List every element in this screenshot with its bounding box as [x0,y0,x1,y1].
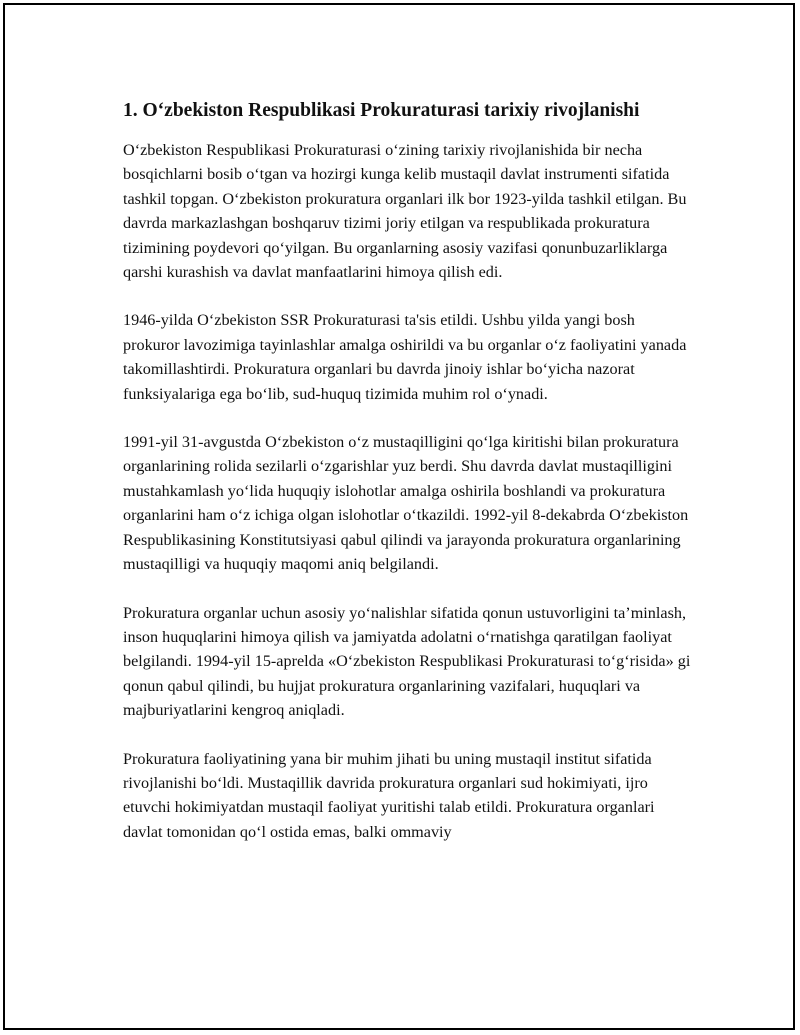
paragraph-4: Prokuratura organlar uchun asosiy yo‘nalishlar sifatida qonun ustuvorligini ta’minlash, inson huquqlarini himoya qilish va jamiyatda adolatni o‘rnatishga qaratilgan faoliyat belgilandi. 1994-yil 15-aprelda «O‘zbekiston Respublikasi Prokuraturasi to‘g‘risida» gi qonun qabul qilindi, bu hujjat prokuratura organlarining vazifalari, huquqlari va majburiyatlarini kengroq aniqladi. [123,603,691,720]
document-title: 1. O‘zbekiston Respublikasi Prokuraturasi tarixiy rivojlanishi [123,100,640,121]
document-body [123,98,693,868]
paragraph-2: 1946-yilda O‘zbekiston SSR Prokuraturasi ta'sis etildi. Ushbu yilda yangi bosh prokuror lavozimiga tayinlashlar amalga oshirildi va bu organlar o‘z faoliyatini yanada takomillashtirdi. Prokuratura organlari bu davrda jinoiy ishlar bo‘yicha nazorat funksiyalariga ega bo‘lib, sud-huquq tizimida muhim rol o‘ynadi. [123,311,687,403]
paragraph-3: 1991-yil 31-avgustda O‘zbekiston o‘z mustaqilligini qo‘lga kiritishi bilan prokuratura organlarining rolida sezilarli o‘zgarishlar yuz berdi. Shu davrda davlat mustaqilligini mustahkamlash yo‘lida huquqiy islohotlar amalga oshirila boshlandi va prokuratura organlarini ham o‘z ichiga olgan islohotlar o‘tkazildi. 1992-yil 8-dekabrda O‘zbekiston Respublikasining Konstitutsiyasi qabul qilindi va jarayonda prokuratura organlarining mustaqilligi va huquqiy maqomi aniq belgilandi. [123,433,689,574]
paragraph-5: Prokuratura faoliyatining yana bir muhim jihati bu uning mustaqil institut sifatida rivojlanishi bo‘ldi. Mustaqillik davrida prokuratura organlari sud hokimiyati, ijro etuvchi hokimiyatdan mustaqil faoliyat yuritishi talab etildi. Prokuratura organlari davlat tomonidan qo‘l ostida emas, balki ommaviy [123,749,655,841]
page-frame [3,3,795,1030]
paragraph-1: O‘zbekiston Respublikasi Prokuraturasi o‘zining tarixiy rivojlanishida bir necha bosqichlarni bosib o‘tgan va hozirgi kunga kelib mustaqil davlat instrumenti sifatida tashkil topgan. O‘zbekiston prokuratura organlari ilk bor 1923-yilda tashkil etilgan. Bu davrda markazlashgan boshqaruv tizimi joriy etilgan va respublikada prokuratura tizimining poydevori qo‘yilgan. Bu organlarning asosiy vazifasi qonunbuzarliklarga qarshi kurashish va davlat manfaatlarini himoya qilish edi. [123,141,687,282]
